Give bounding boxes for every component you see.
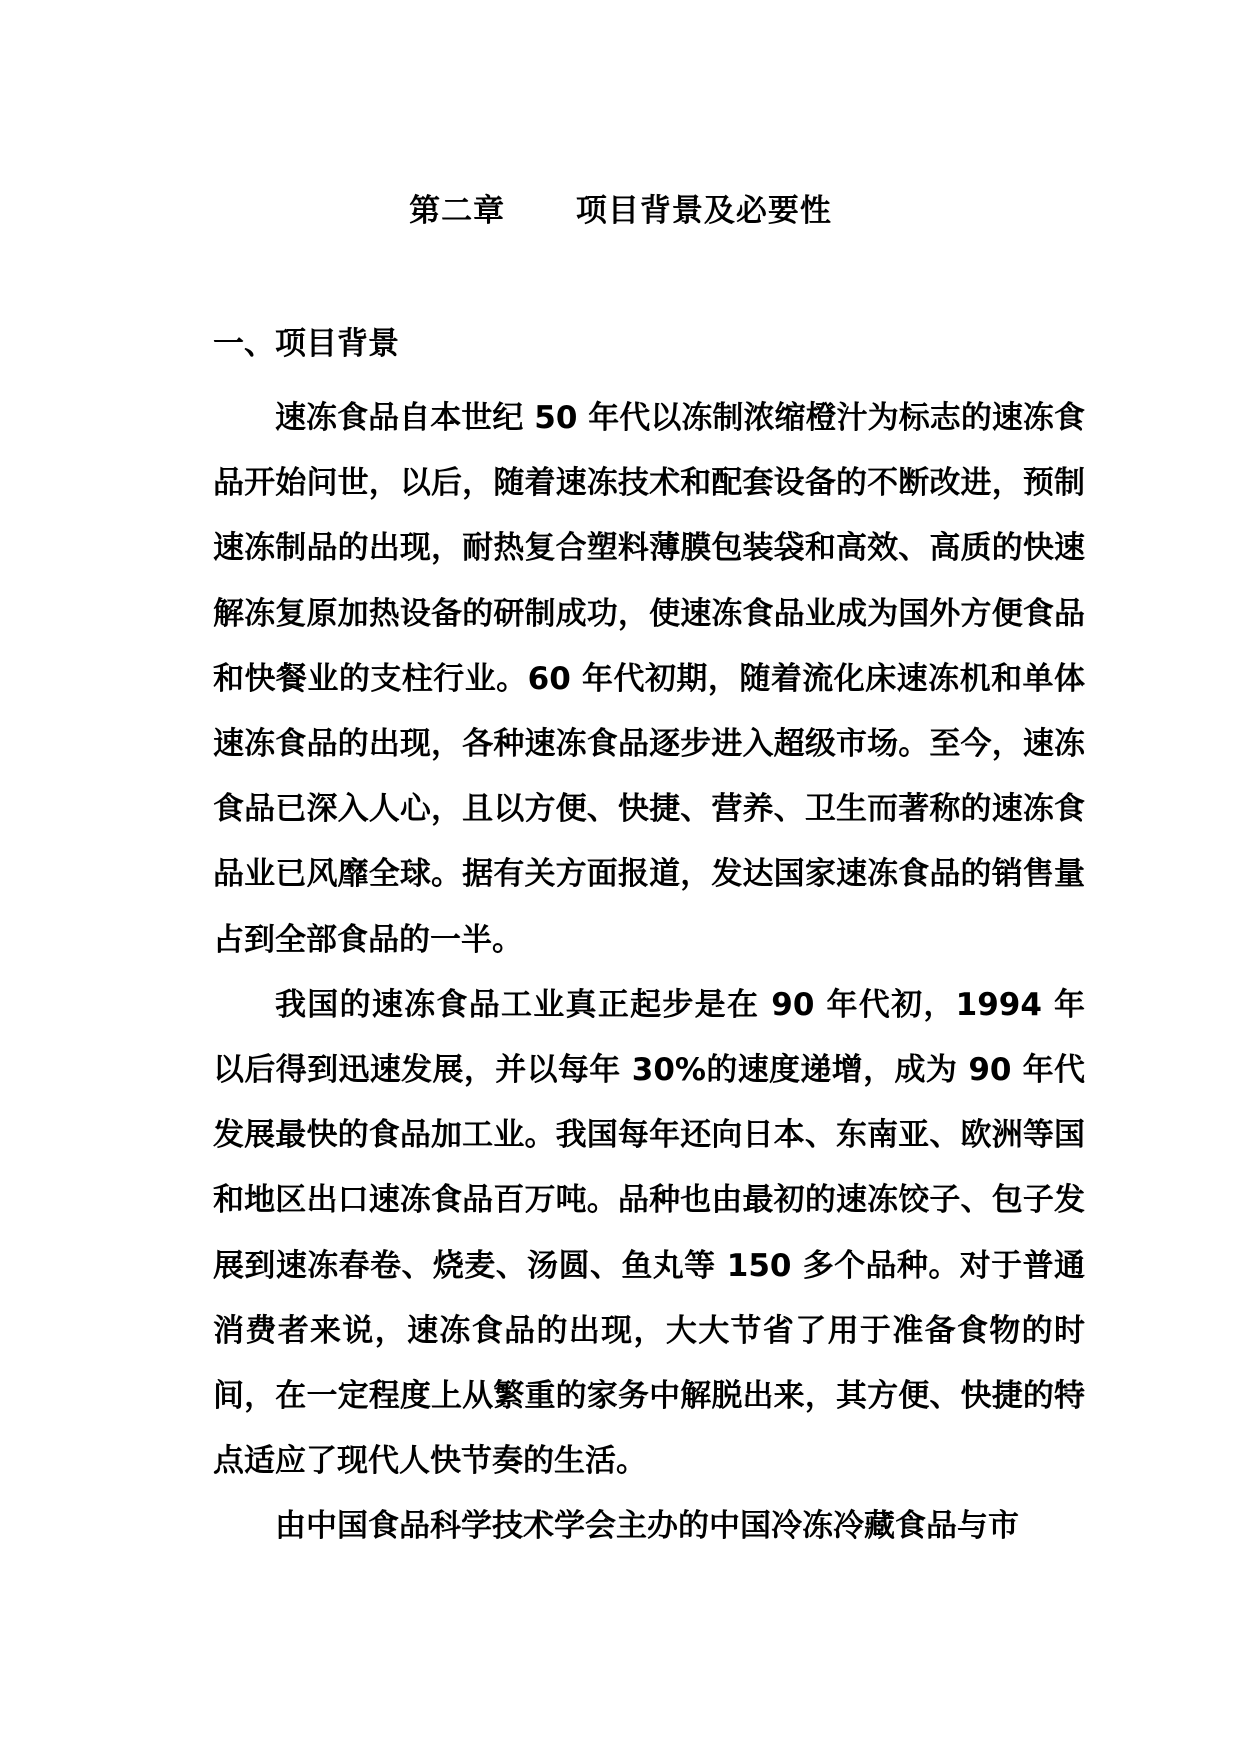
paragraph: 我国的速冻食品工业真正起步是在 90 年代初，1994 年以后得到迅速发展，并以每年 30%的速度递增，成为 90 年代发展最快的食品加工业。我国每年还向日本、东南亚、欧洲等国和地区出口速冻食品百万吨。品种也由最初的速冻饺子、包子发展到速冻春卷、烧麦、汤圆、鱼丸等 150 多个品种。对于普通消费者来说，速冻食品的出现，大大节省了用于准备食物的时间，在一定程度上从繁重的家务中解脱出来，其方便、快捷的特点适应了现代人快节奏的生活。 <box>213 986 1085 1480</box>
section-heading: 一、项目背景 <box>213 326 399 362</box>
body-text <box>213 386 1085 1560</box>
chapter-title: 第二章 项目背景及必要性 <box>409 193 832 229</box>
paragraph: 速冻食品自本世纪 50 年代以冻制浓缩橙汁为标志的速冻食品开始问世，以后，随着速冻技术和配套设备的不断改进，预制速冻制品的出现，耐热复合塑料薄膜包装袋和高效、高质的快速解冻复原加热设备的研制成功，使速冻食品业成为国外方便食品和快餐业的支柱行业。60 年代初期，随着流化床速冻机和单体速冻食品的出现，各种速冻食品逐步进入超级市场。至今，速冻食品已深入人心，且以方便、快捷、营养、卫生而著称的速冻食品业已风靡全球。据有关方面报道，发达国家速冻食品的销售量占到全部食品的一半。 <box>213 400 1085 958</box>
paragraph: 由中国食品科学技术学会主办的中国冷冻冷藏食品与市 <box>275 1508 1019 1545</box>
